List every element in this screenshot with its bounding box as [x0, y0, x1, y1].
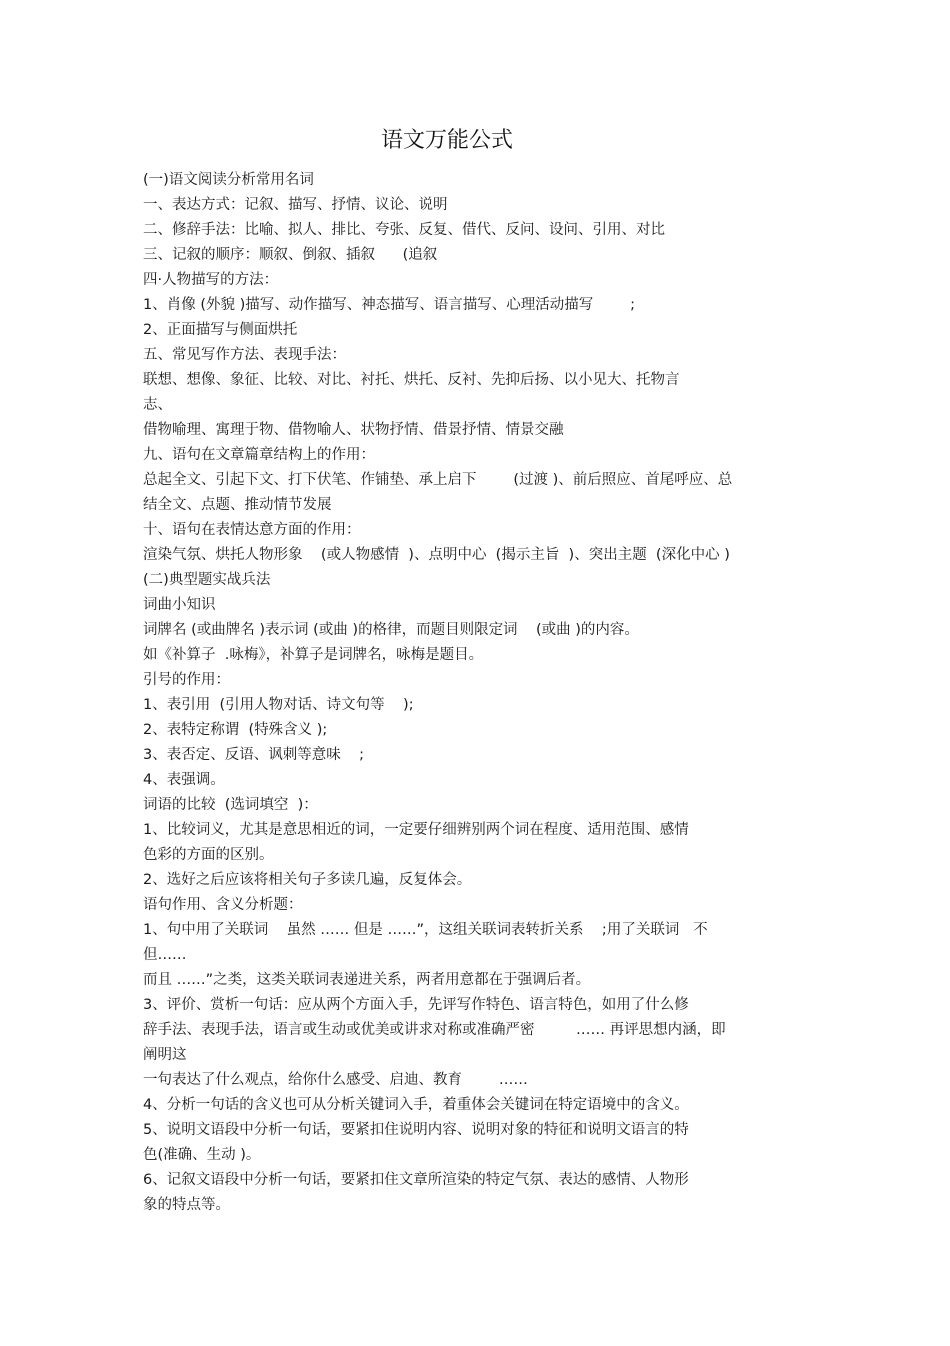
text-line: 十、语句在表情达意方面的作用： — [143, 522, 361, 538]
text-line: 辞手法、表现手法，语言或生动或优美或讲求对称或准确严密 …… 再评思想内涵，即 — [143, 1022, 726, 1038]
text-line: 4、分析一句话的含义也可从分析关键词入手，着重体会关键词在特定语境中的含义。 — [143, 1097, 689, 1113]
text-line: 词牌名 (或曲牌名 )表示词 (或曲 )的格律，而题目则限定词 (或曲 )的内容。 — [143, 622, 639, 638]
text-line: 3、表否定、反语、讽刺等意味 ; — [143, 747, 365, 763]
text-line: 1、肖像 (外貌 )描写、动作描写、神态描写、语言描写、心理活动描写 ; — [143, 297, 636, 313]
text-line: 阐明这 — [143, 1047, 187, 1063]
text-line: 二、修辞手法：比喻、拟人、排比、夸张、反复、借代、反问、设问、引用、对比 — [143, 222, 665, 238]
text-line: 3、评价、赏析一句话：应从两个方面入手，先评写作特色、语言特色，如用了什么修 — [143, 997, 689, 1013]
text-line: 1、比较词义，尤其是意思相近的词，一定要仔细辨别两个词在程度、适用范围、感情 — [143, 822, 689, 838]
text-line: 借物喻理、寓理于物、借物喻人、状物抒情、借景抒情、情景交融 — [143, 422, 564, 438]
text-line: 三、记叙的顺序：顺叙、倒叙、插叙 (追叙 — [143, 247, 438, 263]
text-line: 志、 — [143, 397, 172, 413]
text-line: 四·人物描写的方法： — [143, 272, 279, 288]
text-line: 渲染气氛、烘托人物形象 (或人物感情 )、点明中心 (揭示主旨 )、突出主题 (深化中心 ) — [143, 547, 730, 563]
text-line: (一)语文阅读分析常用名词 — [143, 172, 314, 188]
text-line: 词语的比较 (选词填空 )： — [143, 797, 318, 813]
text-line: 九、语句在文章篇章结构上的作用： — [143, 447, 375, 463]
page-title: 语文万能公式 — [380, 128, 513, 153]
text-line: 但…… — [143, 947, 187, 963]
text-line: 而且 ……”之类，这类关联词表递进关系，两者用意都在于强调后者。 — [143, 972, 591, 988]
text-line: 词曲小知识 — [143, 597, 216, 613]
text-line: 2、正面描写与侧面烘托 — [143, 322, 298, 338]
document-body — [143, 168, 803, 1218]
text-line: 4、表强调。 — [143, 772, 225, 788]
text-line: 2、选好之后应该将相关句子多读几遍，反复体会。 — [143, 872, 472, 888]
text-line: 五、常见写作方法、表现手法： — [143, 347, 346, 363]
text-line: (二)典型题实战兵法 — [143, 572, 271, 588]
text-line: 6、记叙文语段中分析一句话，要紧扣住文章所渲染的特定气氛、表达的感情、人物形 — [143, 1172, 689, 1188]
text-line: 2、表特定称谓 (特殊含义 ); — [143, 722, 328, 738]
text-line: 一、表达方式：记叙、描写、抒情、议论、说明 — [143, 197, 448, 213]
text-line: 如《补算子 .咏梅》，补算子是词牌名，咏梅是题目。 — [143, 647, 484, 663]
text-line: 1、表引用 (引用人物对话、诗文句等 ); — [143, 697, 414, 713]
text-line: 1、句中用了关联词 虽然 …… 但是 ……”，这组关联词表转折关系 ;用了关联词 不 — [143, 922, 708, 938]
text-line: 结全文、点题、推动情节发展 — [143, 497, 332, 513]
text-line: 色彩的方面的区别。 — [143, 847, 274, 863]
text-line: 一句表达了什么观点，给你什么感受、启迪、教育 …… — [143, 1072, 528, 1088]
text-line: 引号的作用： — [143, 672, 230, 688]
text-line: 联想、想像、象征、比较、对比、衬托、烘托、反衬、先抑后扬、以小见大、托物言 — [143, 372, 680, 388]
text-line: 5、说明文语段中分析一句话，要紧扣住说明内容、说明对象的特征和说明文语言的特 — [143, 1122, 689, 1138]
text-line: 象的特点等。 — [143, 1197, 230, 1213]
text-line: 色(准确、生动 )。 — [143, 1147, 261, 1163]
text-line: 语句作用、含义分析题： — [143, 897, 303, 913]
text-line: 总起全文、引起下文、打下伏笔、作铺垫、承上启下 (过渡 )、前后照应、首尾呼应、总 — [143, 472, 733, 488]
